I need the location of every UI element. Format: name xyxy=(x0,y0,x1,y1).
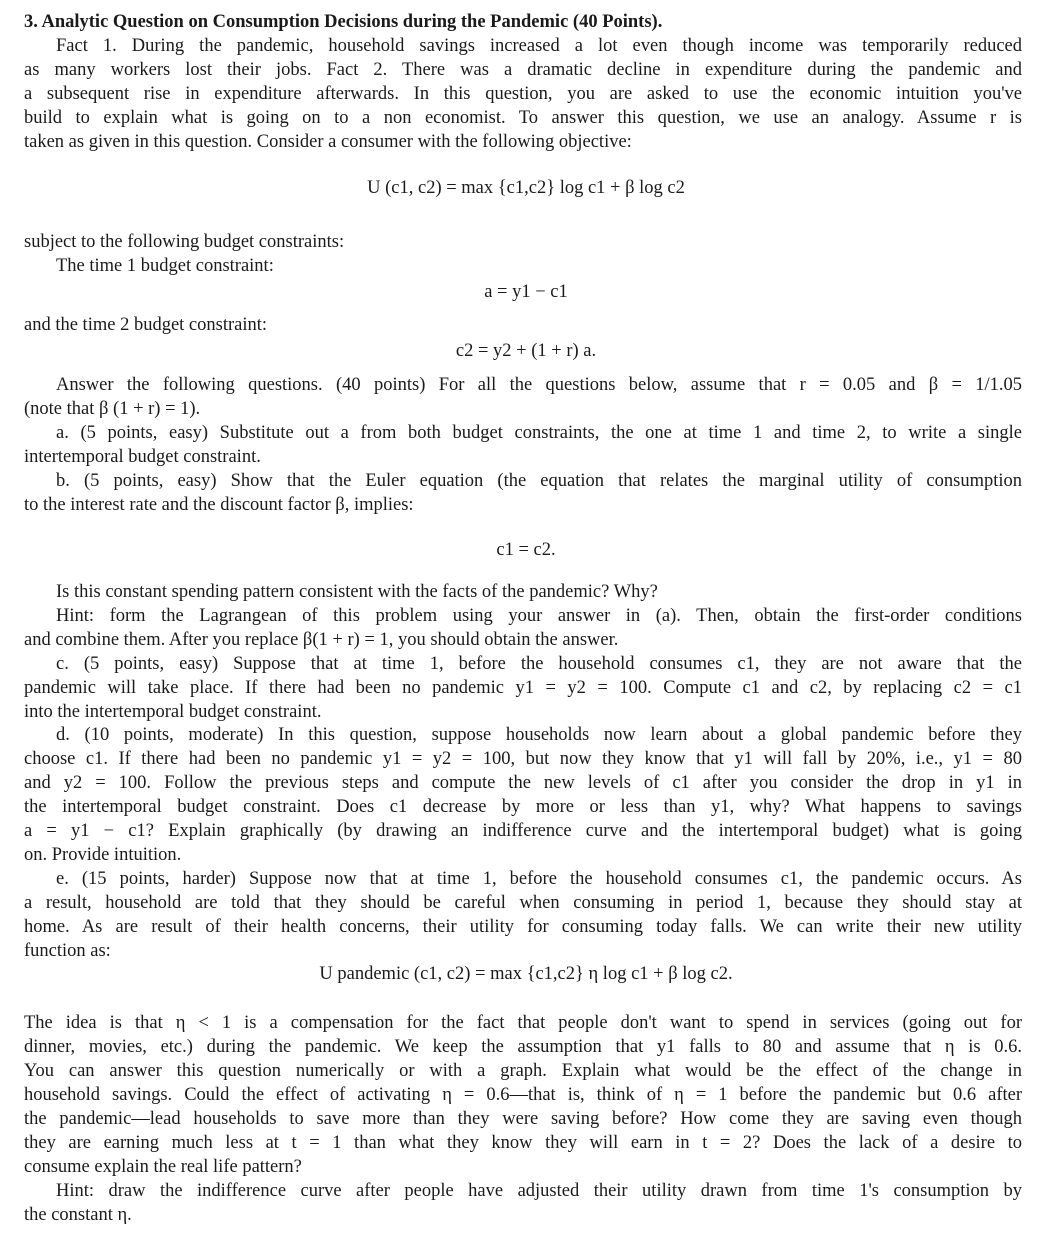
time1-constraint-equation: a = y1 − c1 xyxy=(484,282,568,302)
question-title: 3. Analytic Question on Consumption Decisions during the Pandemic (40 Points). xyxy=(24,12,663,32)
part-e-body-line-2: dinner, movies, etc.) during the pandemic. We keep the assumption that y1 falls to 80 and assume that η is 0.6. xyxy=(24,1037,1022,1057)
part-d-line-1: d. (10 points, moderate) In this question, suppose households now learn about a global pandemic before they xyxy=(56,725,1022,745)
part-e-body-line-5: the pandemic—lead households to save more than they were saving before? How come they are saving even though xyxy=(24,1109,1022,1129)
part-e-hint-line-2: the constant η. xyxy=(24,1205,132,1225)
time1-label: The time 1 budget constraint: xyxy=(56,256,274,276)
pandemic-utility-equation: U pandemic (c1, c2) = max {c1,c2} η log c1 + β log c2. xyxy=(319,964,733,984)
intro-line-3: a subsequent rise in expenditure afterwards. In this question, you are asked to use the economic intuition you've xyxy=(24,84,1022,104)
part-d-line-2: choose c1. If there had been no pandemic y1 = y2 = 100, but now they know that y1 will fall by 20%, i.e., y1 = 80 xyxy=(24,749,1022,769)
part-b-line-2: to the interest rate and the discount factor β, implies: xyxy=(24,495,414,515)
time2-constraint-equation: c2 = y2 + (1 + r) a. xyxy=(455,341,597,361)
part-b-hint-line-1: Hint: form the Lagrangean of this problem using your answer in (a). Then, obtain the first-order conditions xyxy=(56,606,1022,626)
part-e-body-line-6: they are earning much less at t = 1 than what they know they will earn in t = 2? Does the lack of a desire to xyxy=(24,1133,1022,1153)
part-d-line-5: a = y1 − c1? Explain graphically (by drawing an indifference curve and the intertemporal budget) what is going xyxy=(24,821,1022,841)
part-b-hint-line-2: and combine them. After you replace β(1 + r) = 1, you should obtain the answer. xyxy=(24,630,619,650)
answer-line-2: (note that β (1 + r) = 1). xyxy=(24,399,201,419)
part-a-line-2: intertemporal budget constraint. xyxy=(24,447,261,467)
part-e-hint-line-1: Hint: draw the indifference curve after people have adjusted their utility drawn from time 1's consumption by xyxy=(56,1181,1022,1201)
euler-equation: c1 = c2. xyxy=(496,540,556,560)
part-e-line-3: home. As are result of their health concerns, their utility for consuming today falls. We can write their new utility xyxy=(24,917,1022,937)
part-d-line-3: and y2 = 100. Follow the previous steps and compute the new levels of c1 after you consider the drop in y1 in xyxy=(24,773,1022,793)
part-b-question: Is this constant spending pattern consistent with the facts of the pandemic? Why? xyxy=(56,582,658,602)
intro-line-1: Fact 1. During the pandemic, household savings increased a lot even though income was temporarily reduced xyxy=(56,36,1022,56)
part-e-body-line-7: consume explain the real life pattern? xyxy=(24,1157,302,1177)
time2-label: and the time 2 budget constraint: xyxy=(24,315,268,335)
constraints-intro: subject to the following budget constraints: xyxy=(24,232,345,252)
part-b-line-1: b. (5 points, easy) Show that the Euler equation (the equation that relates the marginal utility of consumption xyxy=(56,471,1022,491)
part-e-body-line-4: household savings. Could the effect of activating η = 0.6—that is, think of η = 1 before the pandemic but 0.6 after xyxy=(24,1085,1022,1105)
intro-line-5: taken as given in this question. Consider a consumer with the following objective: xyxy=(24,132,632,152)
part-e-body-line-1: The idea is that η < 1 is a compensation for the fact that people don't want to spend in services (going out for xyxy=(24,1013,1022,1033)
part-d-line-4: the intertemporal budget constraint. Does c1 decrease by more or less than y1, why? What happens to savings xyxy=(24,797,1022,817)
part-c-line-1: c. (5 points, easy) Suppose that at time 1, before the household consumes c1, they are not aware that the xyxy=(56,654,1022,674)
utility-equation: U (c1, c2) = max {c1,c2} log c1 + β log c2 xyxy=(367,178,685,198)
part-e-body-line-3: You can answer this question numerically or with a graph. Explain what would be the effect of the change in xyxy=(24,1061,1022,1081)
part-c-line-2: pandemic will take place. If there had been no pandemic y1 = y2 = 100. Compute c1 and c2, by replacing c2 = c1 xyxy=(24,678,1022,698)
part-e-line-4: function as: xyxy=(24,941,111,961)
intro-line-2: as many workers lost their jobs. Fact 2. There was a dramatic decline in expenditure during the pandemic and xyxy=(24,60,1022,80)
intro-line-4: build to explain what is going on to a non economist. To answer this question, we use an analogy. Assume r is xyxy=(24,108,1022,128)
part-a-line-1: a. (5 points, easy) Substitute out a from both budget constraints, the one at time 1 and time 2, to write a single xyxy=(56,423,1022,443)
part-e-line-1: e. (15 points, harder) Suppose now that at time 1, before the household consumes c1, the pandemic occurs. As xyxy=(56,869,1022,889)
part-d-line-6: on. Provide intuition. xyxy=(24,845,182,865)
part-e-line-2: a result, household are told that they should be careful when consuming in period 1, because they should stay at xyxy=(24,893,1022,913)
part-c-line-3: into the intertemporal budget constraint. xyxy=(24,702,322,722)
answer-line-1: Answer the following questions. (40 points) For all the questions below, assume that r = 0.05 and β = 1/1.05 xyxy=(56,375,1022,395)
